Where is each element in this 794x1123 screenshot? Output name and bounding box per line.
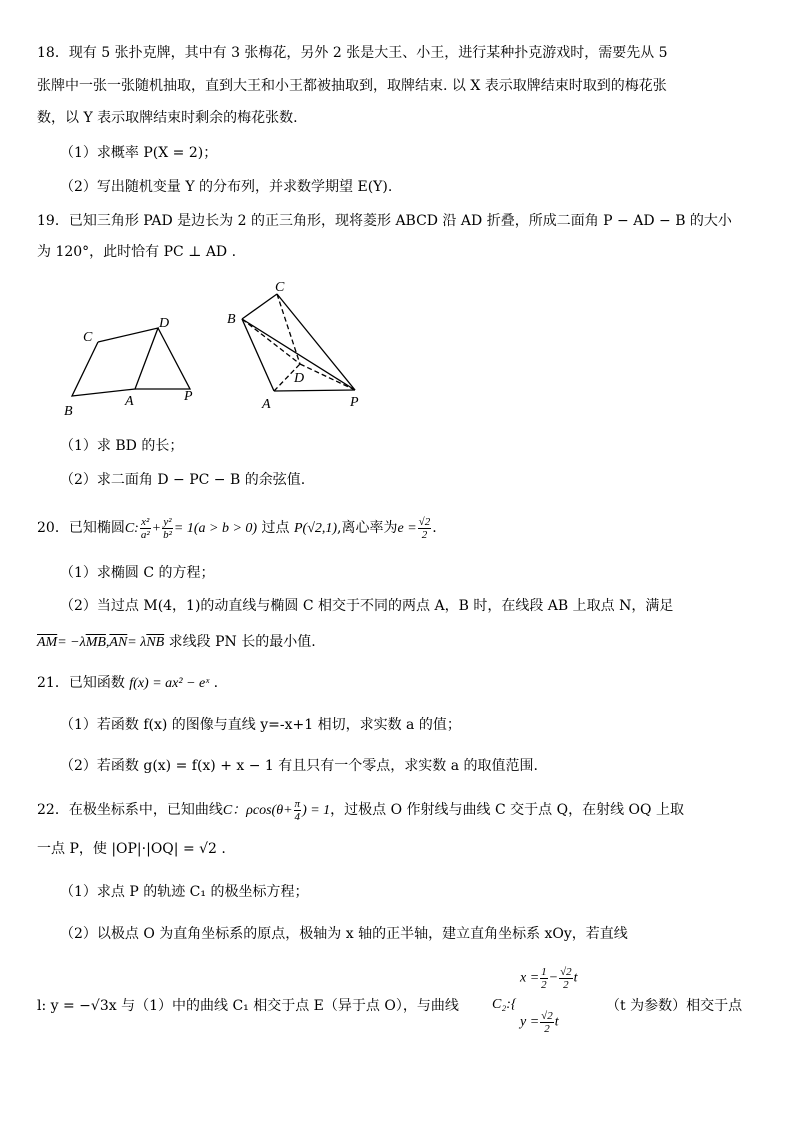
- q19-line2: 为 120°，此时恰有 PC ⊥ AD .: [37, 244, 237, 260]
- q22-part2: （2）以极点 O 为直角坐标系的原点，极轴为 x 轴的正半轴，建立直角坐标系 xOy，若直线: [60, 926, 628, 942]
- frac-den-two: 2: [421, 528, 428, 541]
- fig2-label-d: D: [294, 371, 305, 386]
- frac-root2-y: [540, 1010, 554, 1035]
- plus-sign: +: [151, 521, 162, 536]
- frac-den-four: 4: [294, 810, 301, 823]
- q19-part1: （1）求 BD 的长；: [60, 438, 184, 454]
- vec-eq2: = λ: [127, 635, 147, 650]
- q20-period: .: [432, 520, 437, 536]
- q20-part1: （1）求椭圆 C 的方程；: [60, 565, 215, 581]
- c2-name: C₂:{: [492, 997, 517, 1012]
- ellipse-rest: = 1(a > b > 0): [173, 521, 258, 536]
- q19-part2: （2）求二面角 D − PC − B 的余弦值.: [60, 472, 306, 488]
- figure-rhombus: [55, 308, 205, 423]
- q22-prefix: 22．在极坐标系中，已知曲线: [37, 802, 223, 818]
- ecc-lhs: e =: [397, 521, 417, 536]
- fig1-label-p: P: [184, 389, 193, 404]
- q20-vector-line: [37, 633, 316, 652]
- q18-line3: 数，以 Y 表示取牌结束时剩余的梅花张数.: [37, 110, 298, 126]
- q22-line1: [37, 792, 684, 828]
- q22-param-system: [492, 966, 602, 1046]
- fig2-label-b: B: [227, 312, 236, 327]
- fig1-label-a: A: [125, 394, 134, 409]
- c2-x-eq: [520, 966, 578, 991]
- frac-num-y2: y²: [163, 515, 172, 528]
- q22-line2: 一点 P，使 |OP|·|OQ| = √2 .: [37, 841, 226, 857]
- vec-am: $\overline{AM}$: [37, 635, 58, 650]
- q18-line2: 张牌中一张一张随机抽取，直到大王和小王都被抽取到，取牌结束. 以 X 表示取牌结束时取到的梅花张: [37, 78, 667, 94]
- vec-an: $\overline{AN}$: [109, 635, 128, 650]
- triangle-pad: [135, 328, 190, 389]
- q20-prefix: 20．已知椭圆: [37, 520, 125, 536]
- q19-line1: 19．已知三角形 PAD 是边长为 2 的正三角形，现将菱形 ABCD 沿 AD 折叠，所成二面角 P − AD − B 的大小: [37, 213, 732, 229]
- vec-mb: $\overline{MB}$: [85, 635, 106, 650]
- q20-line1: [37, 510, 437, 546]
- q22-tail: （t 为参数）相交于点: [606, 998, 743, 1014]
- frac-den-two-y: 2: [544, 1023, 550, 1035]
- q21-part2: （2）若函数 g(x) = f(x) + x − 1 有且只有一个零点，求实数 a 的取值范围.: [60, 758, 538, 774]
- q18-line1: 18．现有 5 张扑克牌，其中有 3 张梅花，另外 2 张是大王、小王，进行某种扑克游戏时，需要先从 5: [37, 45, 668, 61]
- ellipse-name: C:: [124, 521, 139, 536]
- point-p: P(√2,1): [293, 521, 338, 536]
- fig1-label-b: B: [64, 404, 73, 419]
- frac-root2-x: [559, 966, 573, 991]
- q20-part2: （2）当过点 M(4，1)的动直线与椭圆 C 相交于不同的两点 A，B 时，在线段 AB 上取点 N，满足: [60, 598, 674, 614]
- q21-part1: （1）若函数 f(x) 的图像与直线 y=-x+1 相切，求实数 a 的值；: [60, 717, 461, 733]
- frac-den-a2: a²: [140, 528, 150, 541]
- frac-num-root2: √2: [418, 515, 431, 528]
- fig2-label-a: A: [262, 397, 271, 412]
- q22-rest: ，过极点 O 作射线与曲线 C 交于点 Q，在射线 OQ 上取: [330, 802, 684, 818]
- frac-den-two-x: 2: [541, 979, 547, 991]
- q20-part2-tail: 求线段 PN 长的最小值.: [168, 634, 316, 650]
- frac-num-root2-y: √2: [541, 1010, 553, 1022]
- frac-ecc: [418, 516, 432, 541]
- frac-den-b2: b²: [163, 528, 172, 541]
- edge-dp-hidden: [300, 364, 355, 390]
- q22-curve-end: ) = 1: [302, 803, 331, 818]
- fig1-label-c: C: [83, 330, 93, 345]
- frac-x2-a2: [140, 516, 151, 541]
- q21-function: f(x) = ax² − eˣ: [129, 676, 210, 691]
- q18-part2: （2）写出随机变量 Y 的分布列，并求数学期望 E(Y).: [60, 179, 393, 195]
- y-eq-lhs: y =: [520, 1014, 540, 1030]
- frac-num-one: 1: [541, 966, 547, 978]
- edge-ap: [274, 390, 355, 391]
- frac-num-root2-x: √2: [560, 966, 572, 978]
- frac-num-x2: x²: [141, 515, 150, 528]
- q22-curve: C：ρcos(θ+: [222, 803, 293, 818]
- edge-bc: [242, 294, 277, 319]
- q21-prefix: 21．已知函数: [37, 675, 125, 691]
- q21-line1: [37, 674, 218, 693]
- vec-nb: $\overline{NB}$: [146, 635, 165, 650]
- frac-pi-4: [294, 798, 302, 823]
- frac-den-two-x2: 2: [563, 979, 569, 991]
- x-minus: −: [548, 970, 559, 986]
- c2-y-eq: [520, 1010, 559, 1035]
- x-eq-lhs: x =: [520, 970, 540, 986]
- x-t: t: [573, 970, 578, 986]
- fig2-label-c: C: [275, 280, 285, 295]
- fig1-label-d: D: [159, 316, 170, 331]
- point-text: 过点: [261, 520, 290, 536]
- frac-y2-b2: [162, 516, 173, 541]
- frac-num-pi: π: [294, 797, 301, 810]
- edge-cp: [277, 294, 355, 390]
- y-t: t: [554, 1014, 559, 1030]
- q22-part1: （1）求点 P 的轨迹 C₁ 的极坐标方程；: [60, 884, 309, 900]
- figure-folded: [222, 276, 372, 416]
- frac-half: [540, 966, 548, 991]
- q18-part1: （1）求概率 P(X = 2)；: [60, 145, 218, 161]
- edge-bd-hidden: [242, 319, 300, 364]
- ecc-text: ,离心率为: [337, 520, 398, 536]
- q21-suffix: .: [213, 675, 219, 691]
- vec-comma: ,: [105, 635, 110, 650]
- vec-eq1: = −λ: [57, 635, 86, 650]
- q22-line-l: l: y = −√3x 与（1）中的曲线 C₁ 相交于点 E（异于点 O），与曲线: [37, 998, 459, 1014]
- fig2-label-p: P: [350, 395, 359, 410]
